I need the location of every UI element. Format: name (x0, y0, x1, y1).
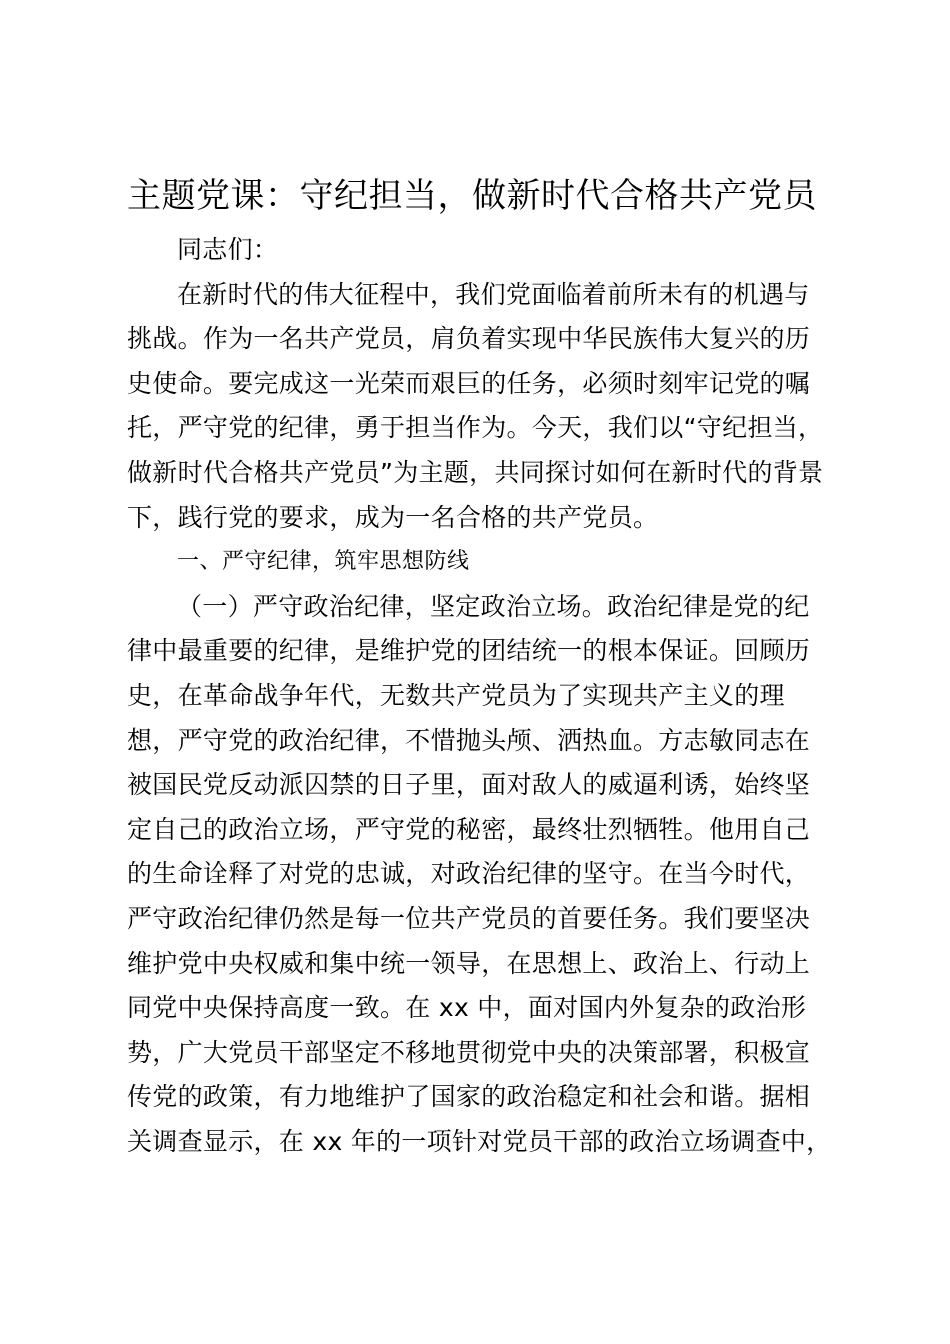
text-line: 做新时代合格共产党员”为主题，共同探讨如何在新时代的背景 (127, 457, 824, 487)
text-line: 被国民党反动派囚禁的日子里，面对敌人的威逼利诱，始终坚 (127, 770, 811, 800)
text-line: 严守政治纪律仍然是每一位共产党员的首要任务。我们要坚决 (127, 903, 811, 933)
text-line: 势，广大党员干部坚定不移地贯彻党中央的决策部署，积极宣 (127, 1037, 811, 1067)
text-line: 挑战。作为一名共产党员，肩负着实现中华民族伟大复兴的历 (127, 324, 811, 354)
section-paragraph (127, 585, 832, 1165)
text-line: 维护党中央权威和集中统一领导，在思想上、政治上、行动上 (127, 948, 811, 978)
text-line: 定自己的政治立场，严守党的秘密，最终壮烈牺牲。他用自己 (127, 814, 811, 844)
text-line: 托，严守党的纪律，勇于担当作为。今天，我们以“守纪担当， (127, 413, 824, 443)
section-heading: 一、严守纪律，筑牢思想防线 (177, 549, 470, 575)
text-line: （一）严守政治纪律，坚定政治立场。政治纪律是党的纪 (177, 591, 810, 621)
text-line: 史，在革命战争年代，无数共产党员为了实现共产主义的理 (127, 680, 785, 710)
text-line: 传党的政策，有力地维护了国家的政治稳定和社会和谐。据相 (127, 1082, 811, 1112)
text-line: 在新时代的伟大征程中，我们党面临着前所未有的机遇与 (177, 279, 810, 309)
text-line: 想，严守党的政治纪律，不惜抛头颅、洒热血。方志敏同志在 (127, 725, 811, 755)
text-line: 关调查显示，在 xx 年的一项针对党员干部的政治立场调查中， (127, 1126, 832, 1156)
document-title: 主题党课：守纪担当，做新时代合格共产党员 (127, 176, 817, 216)
text-line: 律中最重要的纪律，是维护党的团结统一的根本保证。回顾历 (127, 636, 811, 666)
document-body (127, 228, 832, 1164)
salutation: 同志们： (177, 235, 279, 264)
text-line: 史使命。要完成这一光荣而艰巨的任务，必须时刻牢记党的嘱 (127, 368, 811, 398)
intro-paragraph (127, 273, 827, 541)
text-line: 同党中央保持高度一致。在 xx 中，面对国内外复杂的政治形 (127, 993, 807, 1023)
text-line: 下，践行党的要求，成为一名合格的共产党员。 (127, 502, 659, 532)
text-line: 的生命诠释了对党的忠诚，对政治纪律的坚守。在当今时代， (127, 859, 811, 889)
